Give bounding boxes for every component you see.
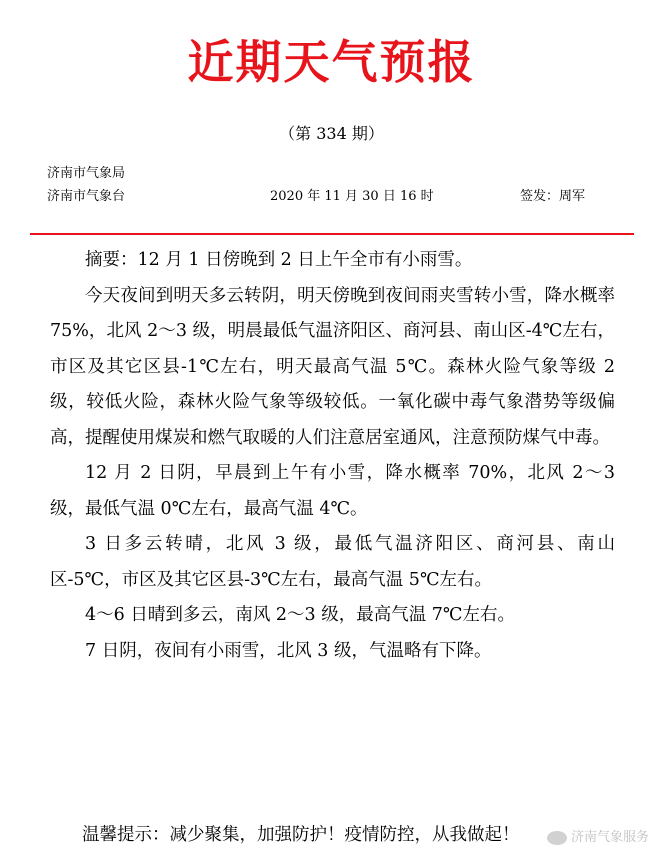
forecast-paragraph-day3: 3 日多云转晴，北风 3 级，最低气温济阳区、商河县、南山区-5℃，市区及其它区县-3℃左右，最高气温 5℃左右。 (50, 534, 615, 590)
issuer-bureau: 济南市气象局 (47, 166, 126, 181)
forecast-paragraph-day7: 7 日阴，夜间有小雨雪，北风 3 级，气温略有下降。 (85, 640, 492, 661)
page-title: 近期天气预报 (187, 35, 476, 89)
forecast-body (50, 243, 615, 669)
issuer-observatory: 济南市气象台 (47, 189, 126, 204)
weibo-logo-icon (547, 831, 567, 845)
forecast-paragraph-day2: 12 月 2 日阴，早晨到上午有小雪，降水概率 70%，北风 2～3 级，最低气温 0℃左右，最高气温 4℃。 (50, 463, 615, 519)
header-divider (30, 233, 634, 235)
issue-number: （第 334 期） (279, 124, 384, 143)
signer: 签发：周军 (520, 189, 586, 204)
summary-paragraph: 摘要：12 月 1 日傍晚到 2 日上午全市有小雨雪。 (85, 250, 473, 270)
warm-tip: 温馨提示：减少聚集，加强防护！疫情防控，从我做起！ (82, 825, 520, 845)
watermark-text: 济南气象服务 (570, 830, 649, 845)
forecast-paragraph-day4-6: 4～6 日晴到多云，南风 2～3 级，最高气温 7℃左右。 (85, 605, 515, 625)
issue-date: 2020 年 11 月 30 日 16 时 (270, 189, 434, 204)
forecast-paragraph-tonight: 今天夜间到明天多云转阴，明天傍晚到夜间雨夹雪转小雪，降水概率 75%，北风 2～3 级，明晨最低气温济阳区、商河县、南山区-4℃左右，市区及其它区县-1℃左右，明天最高气温 5℃。森林火险气象等级 2 级，较低火险，森林火险气象等级较低。一氧化碳中毒气象潜势等级偏高，提醒使用煤炭和燃气取暖的人们注意居室通风，注意预防煤气中毒。 (50, 285, 615, 448)
watermark (547, 826, 649, 845)
